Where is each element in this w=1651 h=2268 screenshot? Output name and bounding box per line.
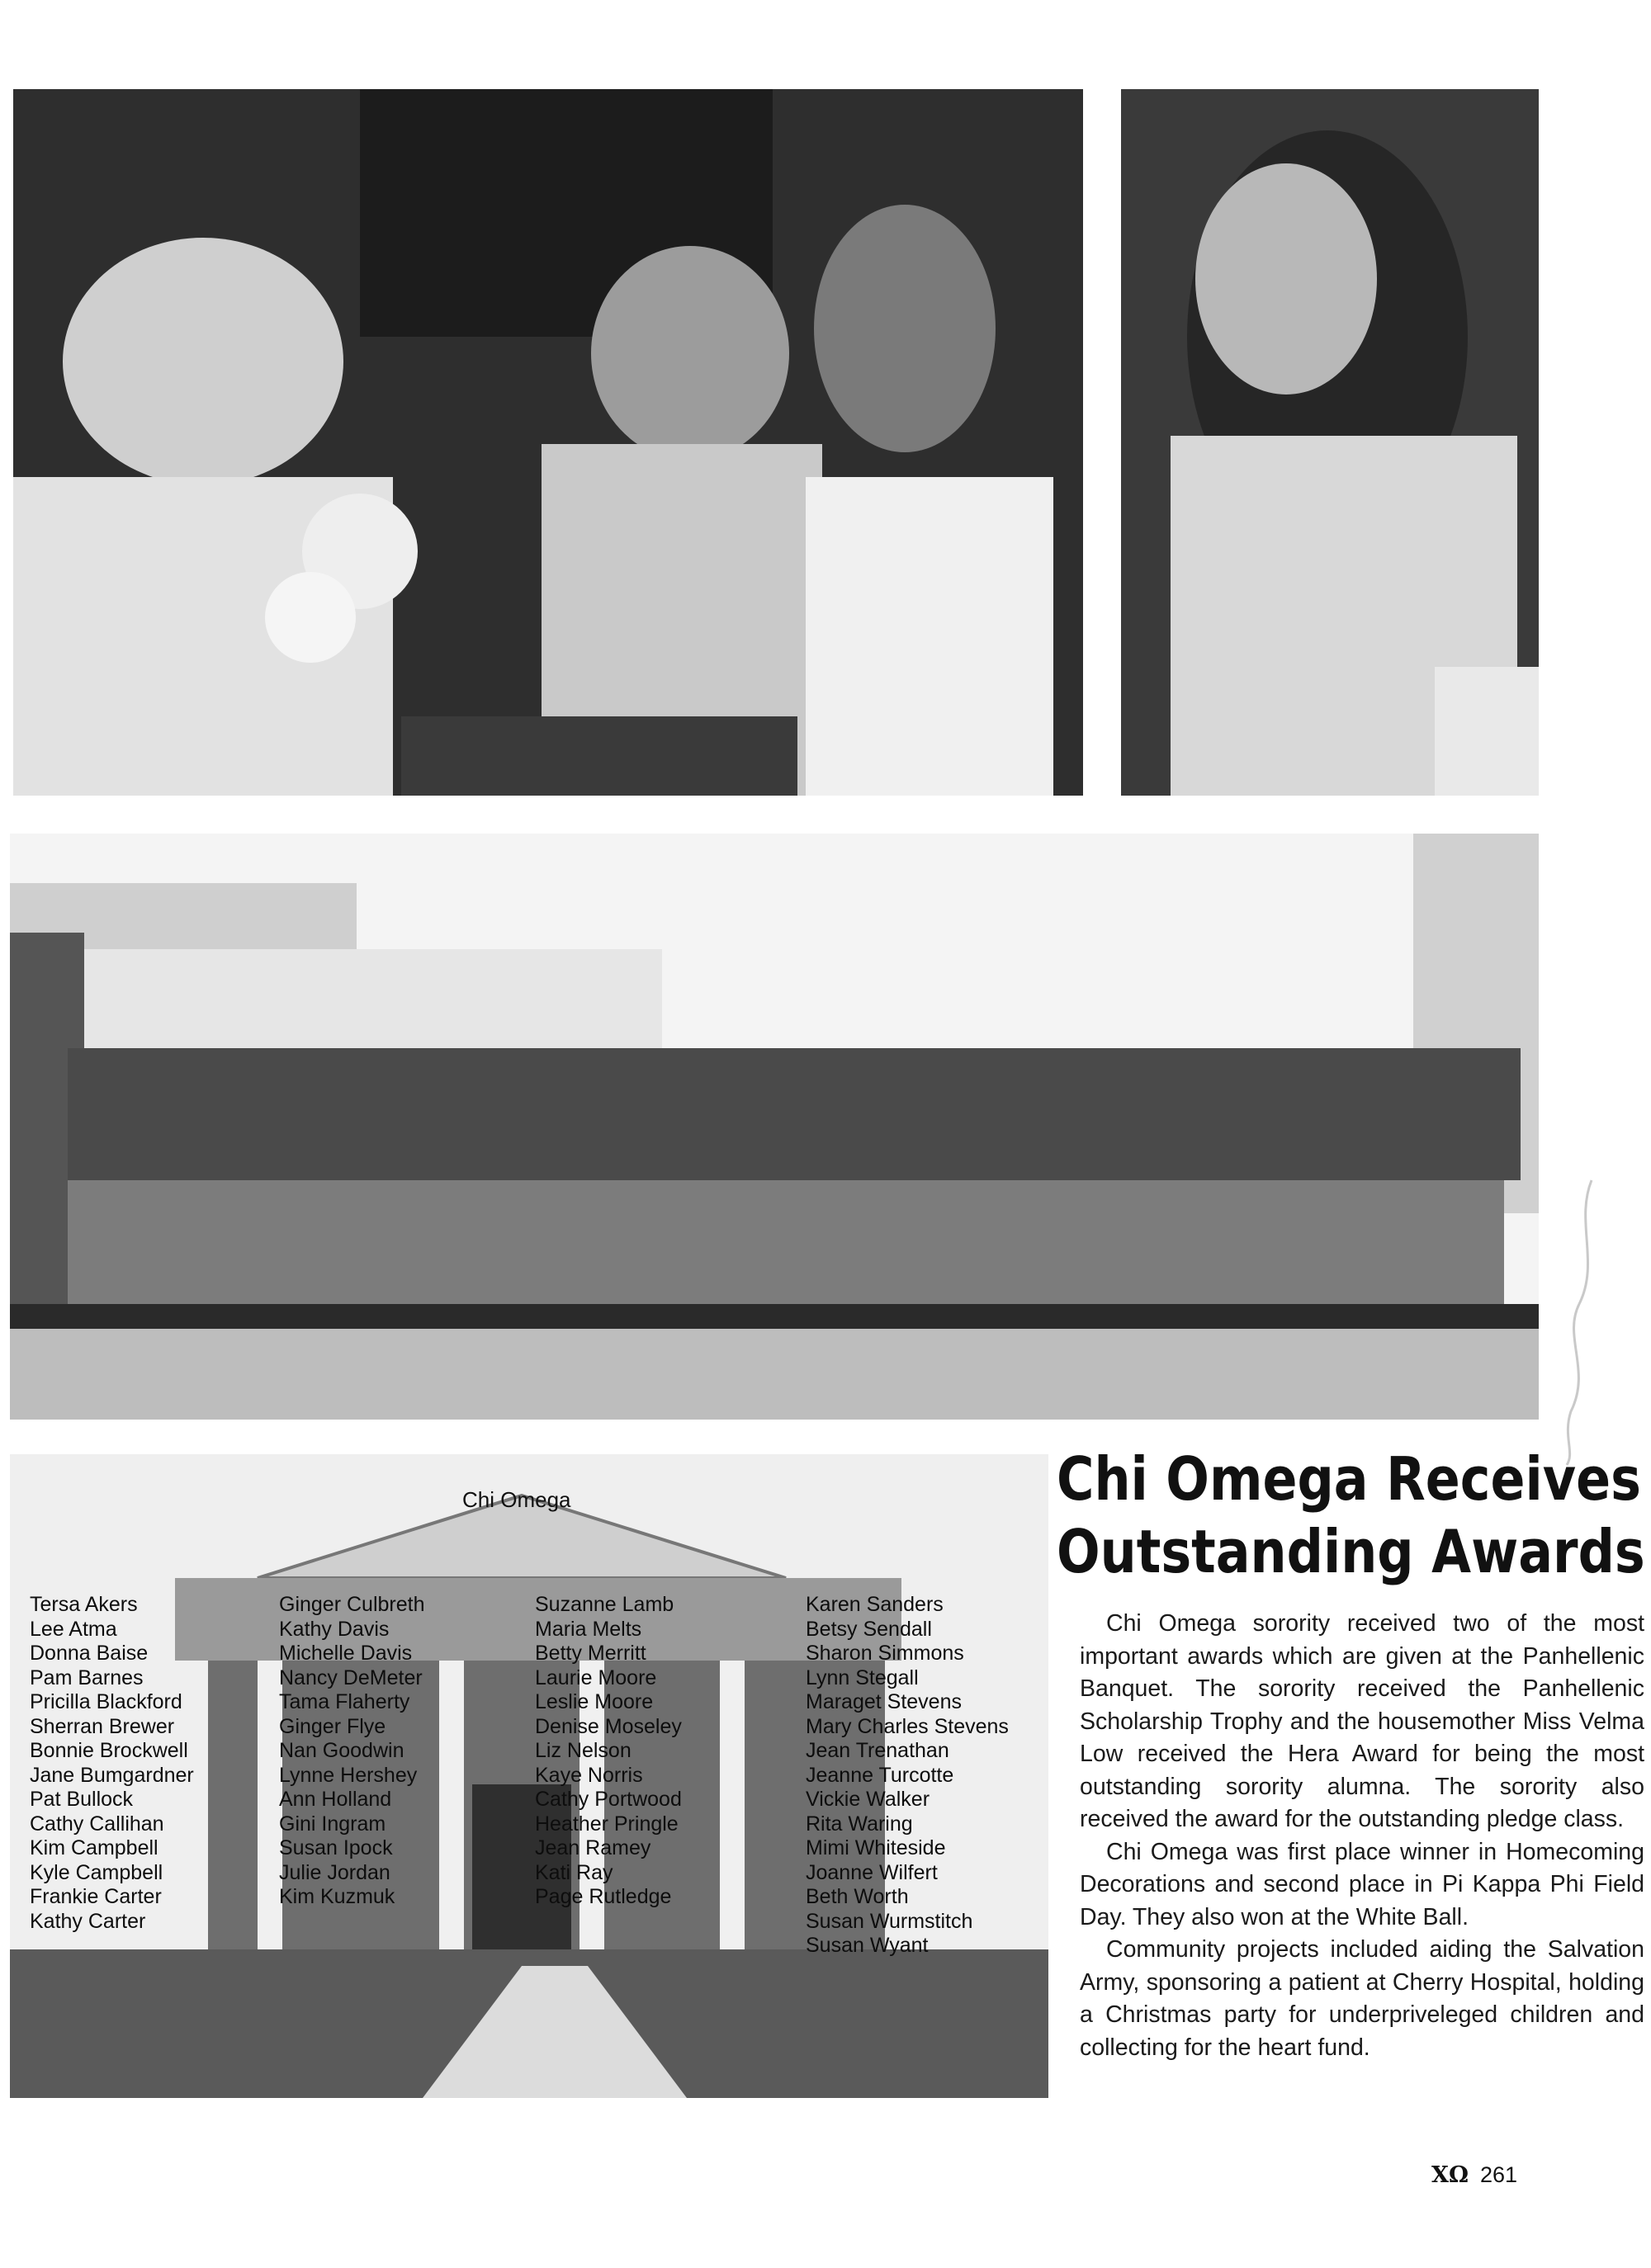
member-name: Kaye Norris [535,1763,643,1787]
member-name: Lee Atma [30,1617,117,1641]
member-name: Ann Holland [279,1788,392,1811]
member-name: Pat Bullock [30,1788,134,1811]
member-name: Cathy Callihan [30,1812,164,1836]
member-name: Betty Merritt [535,1642,646,1665]
member-name: Pricilla Blackford [30,1690,182,1713]
article-headline [1057,1443,1645,1588]
member-name: Denise Moseley [535,1714,682,1738]
member-name: Jean Ramey [535,1836,651,1859]
member-name: Tersa Akers [30,1593,138,1616]
member-name: Sherran Brewer [30,1714,175,1738]
house-caption: Chi Omega [462,1487,571,1512]
member-name: Mary Charles Stevens [806,1714,1009,1738]
award-presentation-image [13,89,1083,796]
member-name: Donna Baise [30,1642,149,1665]
member-name: Page Rutledge [535,1885,672,1908]
article-paragraph: Community projects included aiding the Salvation Army, sponsoring a patient at Cherry Hospital, holding a Christmas party for underpriveleged children and collecting for the heart fund. [1080,1936,1644,2061]
page-number: 261 [1479,2162,1518,2187]
headline-line-1: Chi Omega Receives [1057,1444,1641,1514]
member-name: Liz Nelson [535,1739,632,1762]
member-name: Nan Goodwin [279,1739,404,1762]
member-name: Karen Sanders [806,1593,944,1616]
member-name: Sharon Simmons [806,1642,964,1665]
member-name: Jean Trenathan [806,1739,949,1762]
member-name: Maria Melts [535,1617,642,1641]
member-name: Beth Worth [806,1885,909,1908]
member-name: Tama Flaherty [279,1690,410,1713]
member-list-column-1 [30,1593,194,1934]
award-presentation-photo [13,89,1083,796]
group-photo [10,834,1539,1420]
article-body [1080,1608,1644,2064]
member-name: Lynn Stegall [806,1666,919,1689]
pencil-mark [1542,1172,1608,1469]
member-name: Kathy Carter [30,1909,146,1933]
member-name: Julie Jordan [279,1860,390,1884]
member-name: Heather Pringle [535,1812,679,1836]
member-list-column-2 [279,1593,424,1910]
member-name: Susan Wurmstitch [806,1909,973,1933]
member-name: Susan Wyant [806,1934,929,1957]
sorority-letters: ΧΩ [1431,2162,1469,2188]
group-image [10,834,1539,1420]
article-paragraph: Chi Omega was first place winner in Homecoming Decorations and second place in Pi Kappa Phi Field Day. They also won at the White Ball. [1080,1838,1644,1930]
member-name: Frankie Carter [30,1885,162,1908]
page-folio [1431,2162,1517,2188]
member-name: Maraget Stevens [806,1690,962,1713]
member-name: Ginger Culbreth [279,1593,425,1616]
member-name: Kim Kuzmuk [279,1885,395,1908]
member-name: Kathy Davis [279,1617,390,1641]
member-name: Mimi Whiteside [806,1836,946,1859]
member-name: Kim Campbell [30,1836,158,1859]
member-name: Susan Ipock [279,1836,393,1859]
member-name: Lynne Hershey [279,1763,418,1787]
member-name: Suzanne Lamb [535,1593,674,1616]
member-name: Bonnie Brockwell [30,1739,188,1762]
member-name: Jeanne Turcotte [806,1763,954,1787]
member-name: Rita Waring [806,1812,913,1836]
member-name: Laurie Moore [535,1666,657,1689]
member-name: Kati Ray [535,1860,613,1884]
member-name: Cathy Portwood [535,1788,682,1811]
member-list-column-4 [806,1593,1009,1959]
portrait-image [1121,89,1539,796]
member-name: Nancy DeMeter [279,1666,423,1689]
member-name: Vickie Walker [806,1788,930,1811]
member-name: Jane Bumgardner [30,1763,194,1787]
member-name: Ginger Flye [279,1714,386,1738]
member-name: Michelle Davis [279,1642,413,1665]
member-name: Kyle Campbell [30,1860,163,1884]
member-name: Joanne Wilfert [806,1860,938,1884]
article-paragraph: Chi Omega sorority received two of the most important awards which are given at the Panhellenic Banquet. The sorority received the Panhellenic Scholarship Trophy and the housemother Miss Velma Low received the Hera Award for being the most outstanding sorority alumna. The sorority also received the award for the outstanding pledge class. [1080,1610,1644,1832]
headline-line-2: Outstanding Awards [1057,1517,1645,1586]
member-name: Leslie Moore [535,1690,654,1713]
member-list-column-3 [535,1593,682,1910]
member-name: Gini Ingram [279,1812,386,1836]
member-name: Betsy Sendall [806,1617,932,1641]
member-name: Pam Barnes [30,1666,144,1689]
portrait-photo [1121,89,1539,796]
